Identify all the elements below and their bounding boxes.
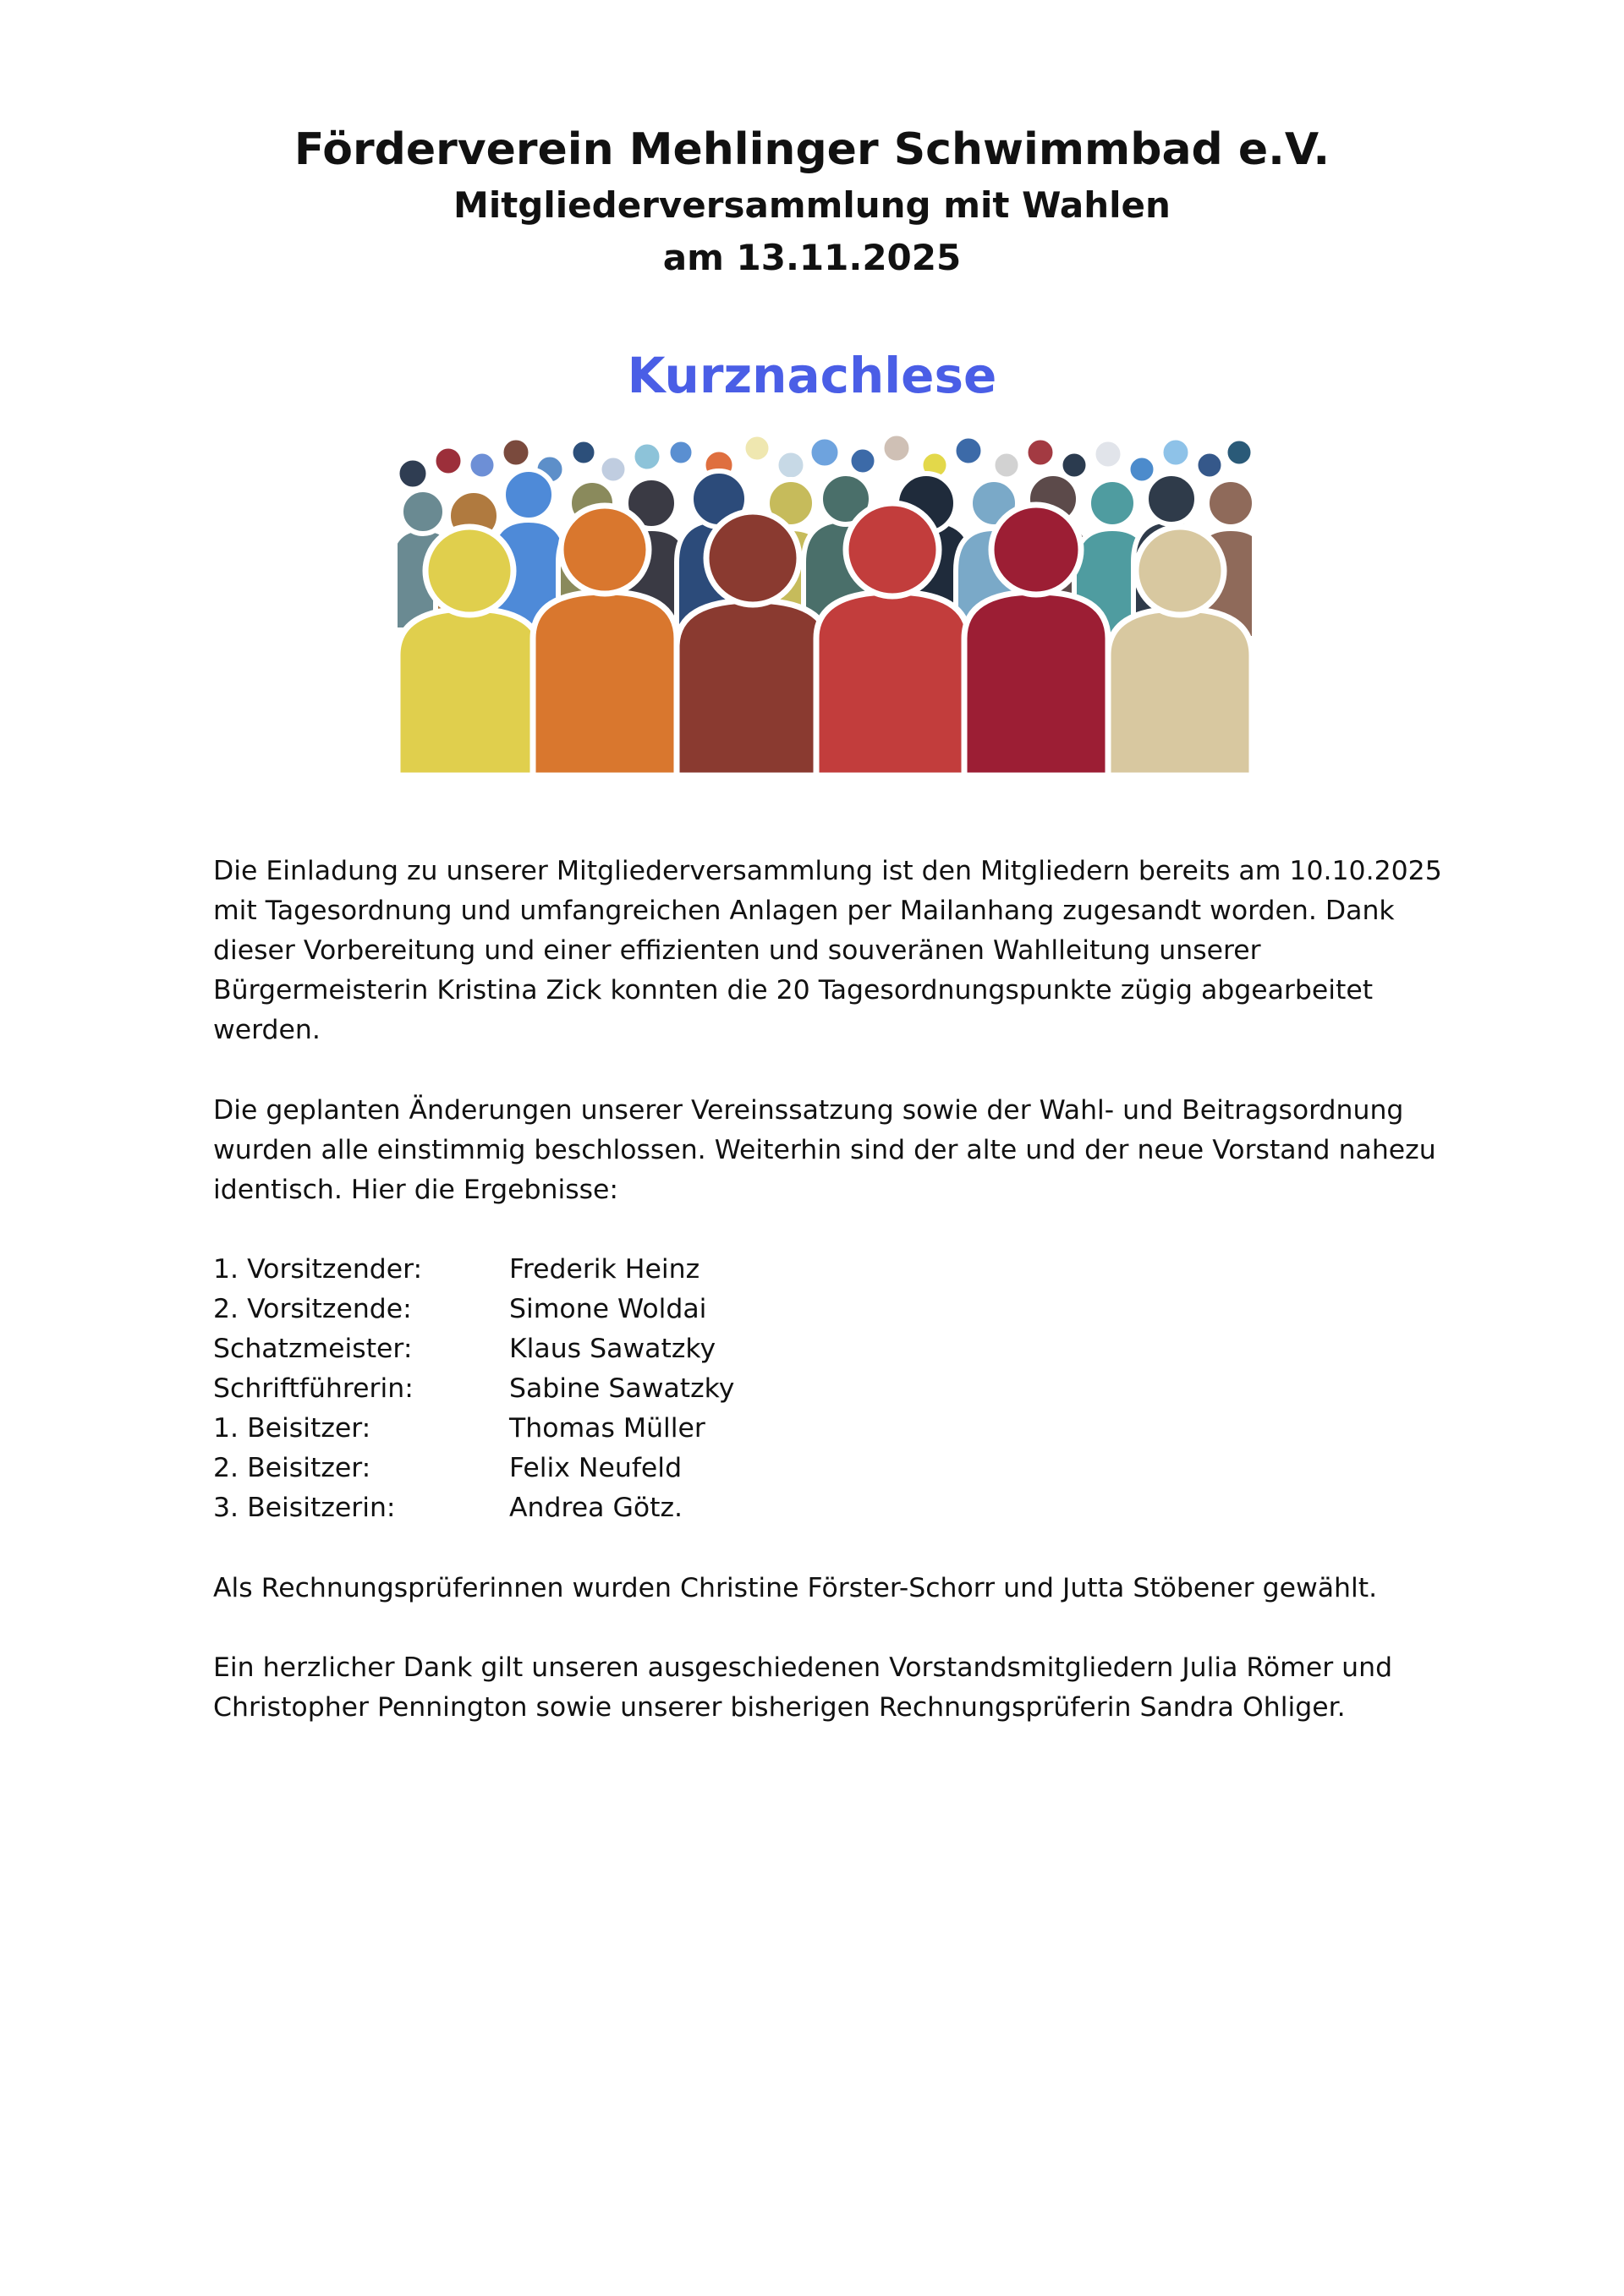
board-role: Schatzmeister:: [213, 1334, 413, 1364]
thanks-paragraph: Ein herzlicher Dank gilt unseren ausgeschiedenen Vorstandsmitgliedern Julia Römer und Christopher Pennington sowie unserer bisherigen Rechnungsprüferin Sandra Ohliger.: [213, 1652, 1393, 1723]
board-member-name: Sabine Sawatzky: [509, 1373, 735, 1404]
board-row: [213, 1449, 1059, 1488]
board-row: [213, 1290, 1059, 1329]
organization-title: Förderverein Mehlinger Schwimmbad e.V.: [294, 124, 1330, 175]
board-member-name: Frederik Heinz: [509, 1254, 700, 1285]
board-role: 3. Beisitzerin:: [213, 1493, 396, 1523]
board-role: Schriftführerin:: [213, 1373, 414, 1404]
board-member-name: Andrea Götz.: [509, 1493, 683, 1523]
changes-paragraph: Die geplanten Änderungen unserer Vereinssatzung sowie der Wahl- und Beitragsordnung wurden alle einstimmig beschlossen. Weiterhin sind der alte und der neue Vorstand nahezu identisch. Hier die Ergebnisse:: [213, 1095, 1436, 1205]
board-role: 1. Vorsitzender:: [213, 1254, 423, 1285]
board-row: [213, 1250, 1059, 1290]
board-results-list: [213, 1250, 1059, 1528]
board-role: 1. Beisitzer:: [213, 1413, 371, 1444]
board-row: [213, 1488, 1059, 1528]
crowd-illustration: [398, 436, 1252, 775]
board-row: [213, 1369, 1059, 1409]
section-title: Kurznachlese: [627, 347, 997, 404]
auditors-paragraph: Als Rechnungsprüferinnen wurden Christine Förster-Schorr und Jutta Stöbener gewählt.: [213, 1573, 1378, 1603]
board-member-name: Felix Neufeld: [509, 1453, 683, 1483]
board-role: 2. Beisitzer:: [213, 1453, 371, 1483]
meeting-title: Mitgliederversammlung mit Wahlen: [453, 184, 1171, 226]
board-member-name: Thomas Müller: [509, 1413, 705, 1444]
invitation-paragraph: Die Einladung zu unserer Mitgliederversammlung ist den Mitgliedern bereits am 10.10.2025 mit Tagesordnung und umfangreichen Anlagen per Mailanhang zugesandt worden. Dank dieser Vorbereitung und einer effizienten und souveränen Wahlleitung unserer Bürgermeisterin Kristina Zick konnten die 20 Tagesordnungspunkte zügig abgearbeitet werden.: [213, 856, 1442, 1045]
board-member-name: Klaus Sawatzky: [509, 1334, 716, 1364]
board-member-name: Simone Woldai: [509, 1294, 707, 1324]
board-role: 2. Vorsitzende:: [213, 1294, 412, 1324]
board-row: [213, 1409, 1059, 1449]
board-row: [213, 1329, 1059, 1369]
meeting-date: am 13.11.2025: [662, 237, 962, 278]
